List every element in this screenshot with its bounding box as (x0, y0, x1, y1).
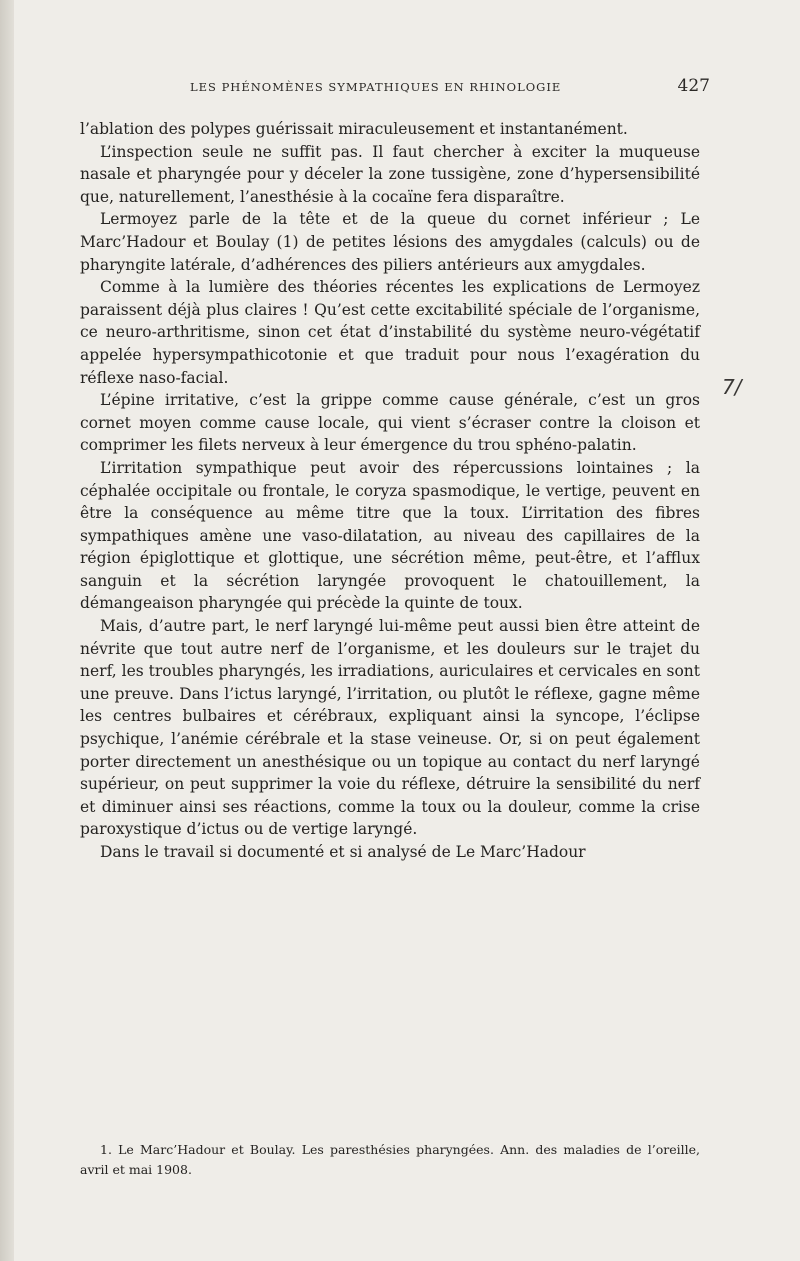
paragraph-6: L’irritation sympathique peut avoir des répercussions lointaines ; la céphalée occipitale ou frontale, le coryza spasmodique, le vertige, peuvent en être la conséquence au même titre que la toux. L’irritation des fibres sympathiques amène une vaso-dilatation, au niveau des capillaires de la région épiglottique et glottique, une sécrétion même, peut-être, et l’afflux sanguin et la sécrétion laryngée provoquent le chatouillement, la démangeaison pharyngée qui précède la quinte de toux. (80, 458, 700, 613)
footnote: 1. Le Marc’Hadour et Boulay. Les paresthésies pharyngées. Ann. des maladies de l’oreille, avril et mai 1908. (80, 1142, 700, 1177)
body-text (80, 118, 700, 864)
handwritten-margin-note: 7/ (722, 375, 742, 399)
paragraph-3: Lermoyez parle de la tête et de la queue du cornet inférieur ; Le Marc’Hadour et Boulay (1) de petites lésions des amygdales (calculs) ou de pharyngite latérale, d’adhérences des piliers antérieurs aux amygdales. (80, 210, 700, 274)
running-title: LES PHÉNOMÈNES SYMPATHIQUES EN RHINOLOGIE (190, 80, 562, 94)
page-edge-shadow (0, 0, 14, 1261)
paragraph-5: L’épine irritative, c’est la grippe comme cause générale, c’est un gros cornet moyen comme cause locale, qui vient s’écraser contre la cloison et comprimer les filets nerveux à leur émergence du trou sphéno-palatin. (80, 391, 700, 455)
paragraph-8: Dans le travail si documenté et si analysé de Le Marc’Hadour (100, 843, 586, 861)
paragraph-7: Mais, d’autre part, le nerf laryngé lui-même peut aussi bien être atteint de névrite que tout autre nerf de l’organisme, et les douleurs sur le trajet du nerf, les troubles pharyngés, les irradiations, auriculaires et cervicales en sont une preuve. Dans l’ictus laryngé, l’irritation, ou plutôt le réflexe, gagne même les centres bulbaires et cérébraux, expliquant ainsi la syncope, l’éclipse psychique, l’anémie cérébrale et la stase veineuse. Or, si on peut également porter directement un anesthésique ou un topique au contact du nerf laryngé supérieur, on peut supprimer la voie du réflexe, détruire la sensibilité du nerf et diminuer ainsi ses réactions, comme la toux ou la douleur, comme la crise paroxystique d’ictus ou de vertige laryngé. (80, 617, 700, 839)
paragraph-2: L’inspection seule ne suffit pas. Il faut chercher à exciter la muqueuse nasale et pharyngée pour y déceler la zone tussigène, zone d’hypersensibilité que, naturellement, l’anesthésie à la cocaïne fera disparaître. (80, 142, 700, 206)
paragraph-1: l’ablation des polypes guérissait miraculeusement et instantanément. (80, 120, 628, 138)
page-number: 427 (677, 76, 710, 96)
paragraph-4: Comme à la lumière des théories récentes les explications de Lermoyez paraissent déjà plus claires ! Qu’est cette excitabilité spéciale de l’organisme, ce neuro-arthritisme, sinon cet état d’instabilité du système neuro-végétatif appelée hypersympathicotonie et que traduit pour nous l’exagération du réflexe naso-facial. (80, 278, 700, 387)
